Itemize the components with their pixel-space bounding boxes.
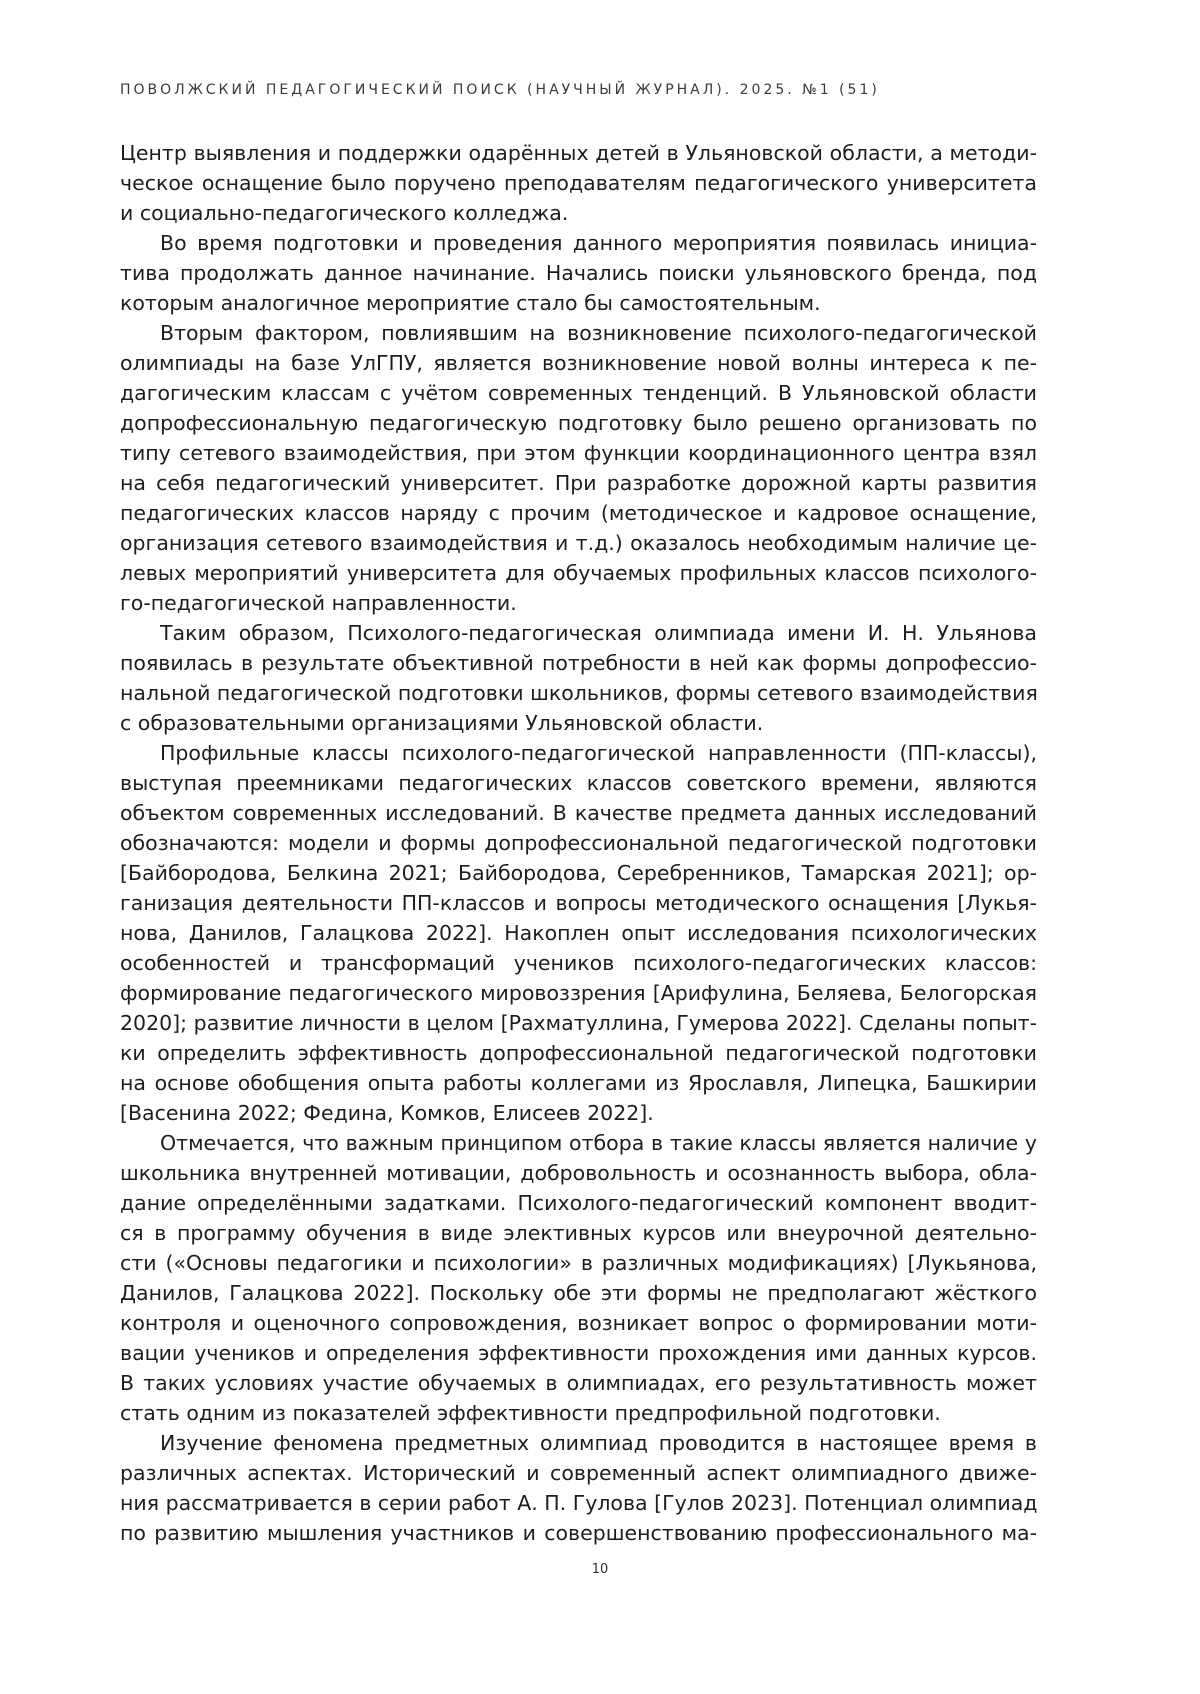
text-line: обозначаются: модели и формы допрофессиональной педагогической подготовки [120,831,1037,855]
text-line: ки определить эффективность допрофессиональной педагогической подготовки [120,1041,1037,1065]
text-line: допрофессиональную педагогическую подготовку было решено организовать по [120,411,1037,435]
text-line: левых мероприятий университета для обучаемых профильных классов психолого- [120,561,1037,585]
text-line: 2020]; развитие личности в целом [Рахматуллина, Гумерова 2022]. Сделаны попыт- [120,1011,1037,1035]
text-line: [Байбородова, Белкина 2021; Байбородова, Серебренников, Тамарская 2021]; ор- [120,861,1037,885]
text-line: появилась в результате объективной потребности в ней как формы допрофессио- [120,651,1037,675]
text-line: Отмечается, что важным принципом отбора в такие классы является наличие у [160,1131,1037,1155]
text-line: различных аспектах. Исторический и современный аспект олимпиадного движе- [120,1461,1037,1485]
text-line: типу сетевого взаимодействия, при этом функции координационного центра взял [120,441,1037,465]
text-line: которым аналогичное мероприятие стало бы самостоятельным. [120,291,821,315]
text-line: нальной педагогической подготовки школьников, формы сетевого взаимодействия [120,681,1038,705]
text-line: контроля и оценочного сопровождения, возникает вопрос о формировании моти- [120,1311,1037,1335]
text-line: Изучение феномена предметных олимпиад проводится в настоящее время в [160,1431,1037,1455]
text-line: на себя педагогический университет. При разработке дорожной карты развития [120,471,1037,495]
text-line: по развитию мышления участников и совершенствованию профессионального ма- [120,1521,1037,1545]
text-line: нова, Данилов, Галацкова 2022]. Накоплен опыт исследования психологических [120,921,1037,945]
text-line: ганизация деятельности ПП-классов и вопросы методического оснащения [Лукья- [120,891,1037,915]
text-line: на основе обобщения опыта работы коллегами из Ярославля, Липецка, Башкирии [120,1071,1037,1095]
text-line: дание определёнными задатками. Психолого-педагогический компонент вводит- [120,1191,1037,1215]
text-line: стать одним из показателей эффективности предпрофильной подготовки. [120,1401,941,1425]
text-line: объектом современных исследований. В качестве предмета данных исследований [120,801,1037,825]
text-line: Профильные классы психолого-педагогической направленности (ПП-классы), [160,741,1037,765]
running-header: ПОВОЛЖСКИЙ ПЕДАГОГИЧЕСКИЙ ПОИСК (НАУЧНЫЙ ЖУРНАЛ). 2025. №1 (51) [120,82,880,98]
text-line: дагогическим классам с учётом современных тенденций. В Ульяновской области [120,381,1037,405]
text-line: ческое оснащение было поручено преподавателям педагогического университета [120,171,1037,195]
text-line: ния рассматривается в серии работ А. П. Гулова [Гулов 2023]. Потенциал олимпиад [120,1491,1038,1515]
text-line: и социально-педагогического колледжа. [120,201,569,225]
text-line: олимпиады на базе УлГПУ, является возникновение новой волны интереса к пе- [120,351,1037,375]
text-line: В таких условиях участие обучаемых в олимпиадах, его результативность может [120,1371,1037,1395]
text-line: Таким образом, Психолого-педагогическая олимпиада имени И. Н. Ульянова [160,621,1037,645]
text-line: с образовательными организациями Ульяновской области. [120,711,764,735]
text-line: вации учеников и определения эффективности прохождения ими данных курсов. [120,1341,1037,1365]
text-line: тива продолжать данное начинание. Начались поиски ульяновского бренда, под [120,261,1037,285]
text-line: педагогических классов наряду с прочим (методическое и кадровое оснащение, [120,501,1037,525]
text-line: организация сетевого взаимодействия и т.д.) оказалось необходимым наличие це- [120,531,1037,555]
text-line: ся в программу обучения в виде элективных курсов или внеурочной деятельно- [120,1221,1037,1245]
text-line: го-педагогической направленности. [120,591,517,615]
text-line: выступая преемниками педагогических классов советского времени, являются [120,771,1037,795]
text-line: Вторым фактором, повлиявшим на возникновение психолого-педагогической [160,321,1037,345]
text-line: Во время подготовки и проведения данного мероприятия появилась инициа- [160,231,1037,255]
text-line: [Васенина 2022; Федина, Комков, Елисеев 2022]. [120,1101,654,1125]
text-line: особенностей и трансформаций учеников психолого-педагогических классов: [120,951,1037,975]
text-line: Данилов, Галацкова 2022]. Поскольку обе эти формы не предполагают жёсткого [120,1281,1037,1305]
text-line: сти («Основы педагогики и психологии» в различных модификациях) [Лукьянова, [120,1251,1037,1275]
text-line: школьника внутренней мотивации, добровольность и осознанность выбора, обла- [120,1161,1037,1185]
text-line: Центр выявления и поддержки одарённых детей в Ульяновской области, а методи- [120,141,1037,165]
text-line: формирование педагогического мировоззрения [Арифулина, Беляева, Белогорская [120,981,1037,1005]
page-number: 10 [591,1562,609,1577]
